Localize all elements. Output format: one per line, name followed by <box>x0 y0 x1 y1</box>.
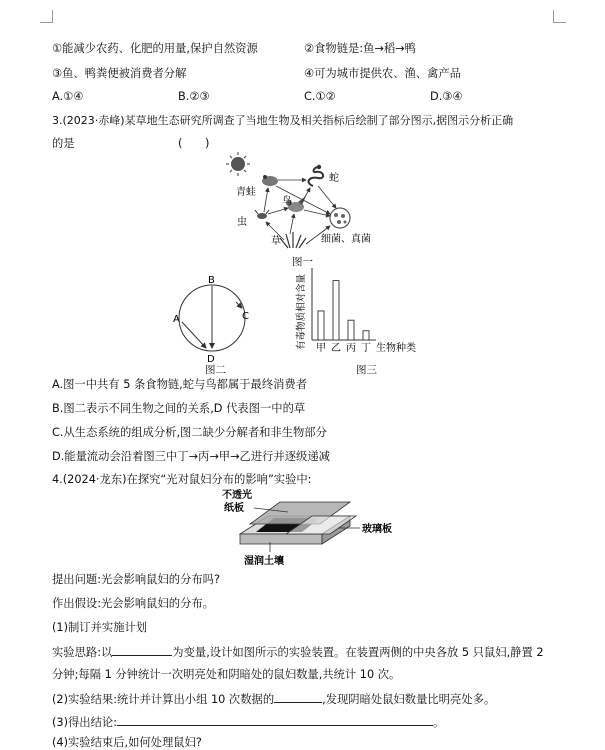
tick-label-1: 甲 <box>316 343 326 354</box>
choice-a: A.①④ <box>52 90 84 103</box>
insect-icon <box>255 210 269 219</box>
figure-1-caption: 图一 <box>292 256 313 268</box>
label-insect: 虫 <box>237 217 247 228</box>
q4-step3 <box>52 714 444 730</box>
option-4: ④可为城市提供农、渔、禽产品 <box>304 67 461 80</box>
label-b: B <box>208 275 215 286</box>
q4-hypothesis: 作出假设:光会影响鼠妇的分布。 <box>52 597 214 610</box>
choice-b: B.②③ <box>178 90 210 103</box>
q3-stem-line2: 的是 <box>52 137 75 150</box>
label-bird: 鸟 <box>282 196 292 207</box>
bacteria-fungi-icon <box>330 208 350 228</box>
crop-mark-top-right <box>553 10 566 23</box>
option-2: ②食物链是:鱼→稻→鸭 <box>304 42 416 55</box>
label-frog: 青蛙 <box>236 187 256 198</box>
snake-icon <box>309 165 324 186</box>
option-3: ③鱼、鸭粪便被消费者分解 <box>52 67 187 80</box>
tick-label-2: 乙 <box>331 343 341 354</box>
q4-step2-text-a: (2)实验结果:统计并计算出小组 10 次数据的 <box>52 693 275 706</box>
label-opaque: 不透光 <box>222 490 252 501</box>
tick-labels-group <box>316 342 371 354</box>
tick-label-4: 丁 <box>361 343 371 354</box>
label-soil: 湿润土壤 <box>244 556 284 567</box>
q4-step4: (4)实验结束后,如何处理鼠妇? <box>52 736 202 749</box>
x-axis-label: 生物种类 <box>376 343 416 354</box>
figure-1-food-web <box>218 150 398 268</box>
blank-variable[interactable] <box>112 644 172 656</box>
frog-icon <box>262 175 278 186</box>
bar-2 <box>333 281 339 340</box>
bar-4 <box>363 331 369 340</box>
q4-plan-text-b: 为变量,设计如图所示的实验装置。在装置两侧的中央各放 5 只鼠妇,静置 2 <box>172 646 544 659</box>
label-glass: 玻璃板 <box>362 524 392 535</box>
bar-1 <box>318 311 324 340</box>
label-snake: 蛇 <box>329 173 339 184</box>
figure-3-bar-chart <box>292 262 432 362</box>
q4-plan-line1 <box>52 644 544 660</box>
sun-icon <box>226 152 250 176</box>
q3-answer-d: D.能量流动会沿着图三中丁→丙→甲→乙进行并逐级递减 <box>52 450 330 463</box>
label-board: 纸板 <box>224 503 244 514</box>
label-grass: 草 <box>271 236 281 247</box>
q4-question: 提出问题:光会影响鼠妇的分布吗? <box>52 573 220 586</box>
crop-mark-top-left <box>40 10 53 23</box>
choice-d: D.③④ <box>430 90 463 103</box>
figure-q4-apparatus <box>210 486 400 568</box>
figure-3-caption: 图三 <box>356 364 377 376</box>
q4-plan-line2: 分钟;每隔 1 分钟统计一次明亮处和阴暗处的鼠妇数量,共统计 10 次。 <box>52 668 401 681</box>
figure-2-caption: 图二 <box>205 364 226 376</box>
q3-answer-b: B.图二表示不同生物之间的关系,D 代表图一中的草 <box>52 402 306 415</box>
bars-group <box>318 281 369 340</box>
q4-stem: 4.(2024·龙东)在探究“光对鼠妇分布的影响”实验中: <box>52 473 312 486</box>
q4-step2-text-b: ,发现阴暗处鼠妇数量比明亮处多。 <box>322 693 496 706</box>
blank-conclusion[interactable] <box>117 714 433 726</box>
bar-3 <box>348 320 354 340</box>
label-c: C <box>242 311 249 322</box>
label-a: A <box>173 314 180 325</box>
q4-step1: (1)制订并实施计划 <box>52 621 148 634</box>
choice-c: C.①② <box>304 90 336 103</box>
q3-answer-c: C.从生态系统的组成分析,图二缺少分解者和非生物部分 <box>52 426 327 439</box>
blank-data-value[interactable] <box>274 691 322 703</box>
q4-step2 <box>52 691 495 707</box>
label-d: D <box>207 354 215 364</box>
q3-stem-line1: 3.(2023·赤峰)某草地生态研究所调查了当地生物及相关指标后绘制了部分图示,据图示分析正确 <box>52 114 514 127</box>
q4-plan-text-a: 实验思路:以 <box>52 646 113 659</box>
figure-2-cycle <box>170 272 260 364</box>
option-1: ①能减少农药、化肥的用量,保护自然资源 <box>52 42 258 55</box>
y-axis-label <box>295 273 307 350</box>
svg-text:有毒物质相对含量: 有毒物质相对含量 <box>296 273 307 350</box>
q4-step3-end: 。 <box>433 716 445 729</box>
tick-label-3: 丙 <box>346 343 356 354</box>
q4-step3-text: (3)得出结论: <box>52 716 117 729</box>
q3-answer-paren: ( ) <box>178 137 210 150</box>
label-decomposer: 细菌、真菌 <box>321 234 371 245</box>
q3-answer-a: A.图一中共有 5 条食物链,蛇与鸟都属于最终消费者 <box>52 378 308 391</box>
